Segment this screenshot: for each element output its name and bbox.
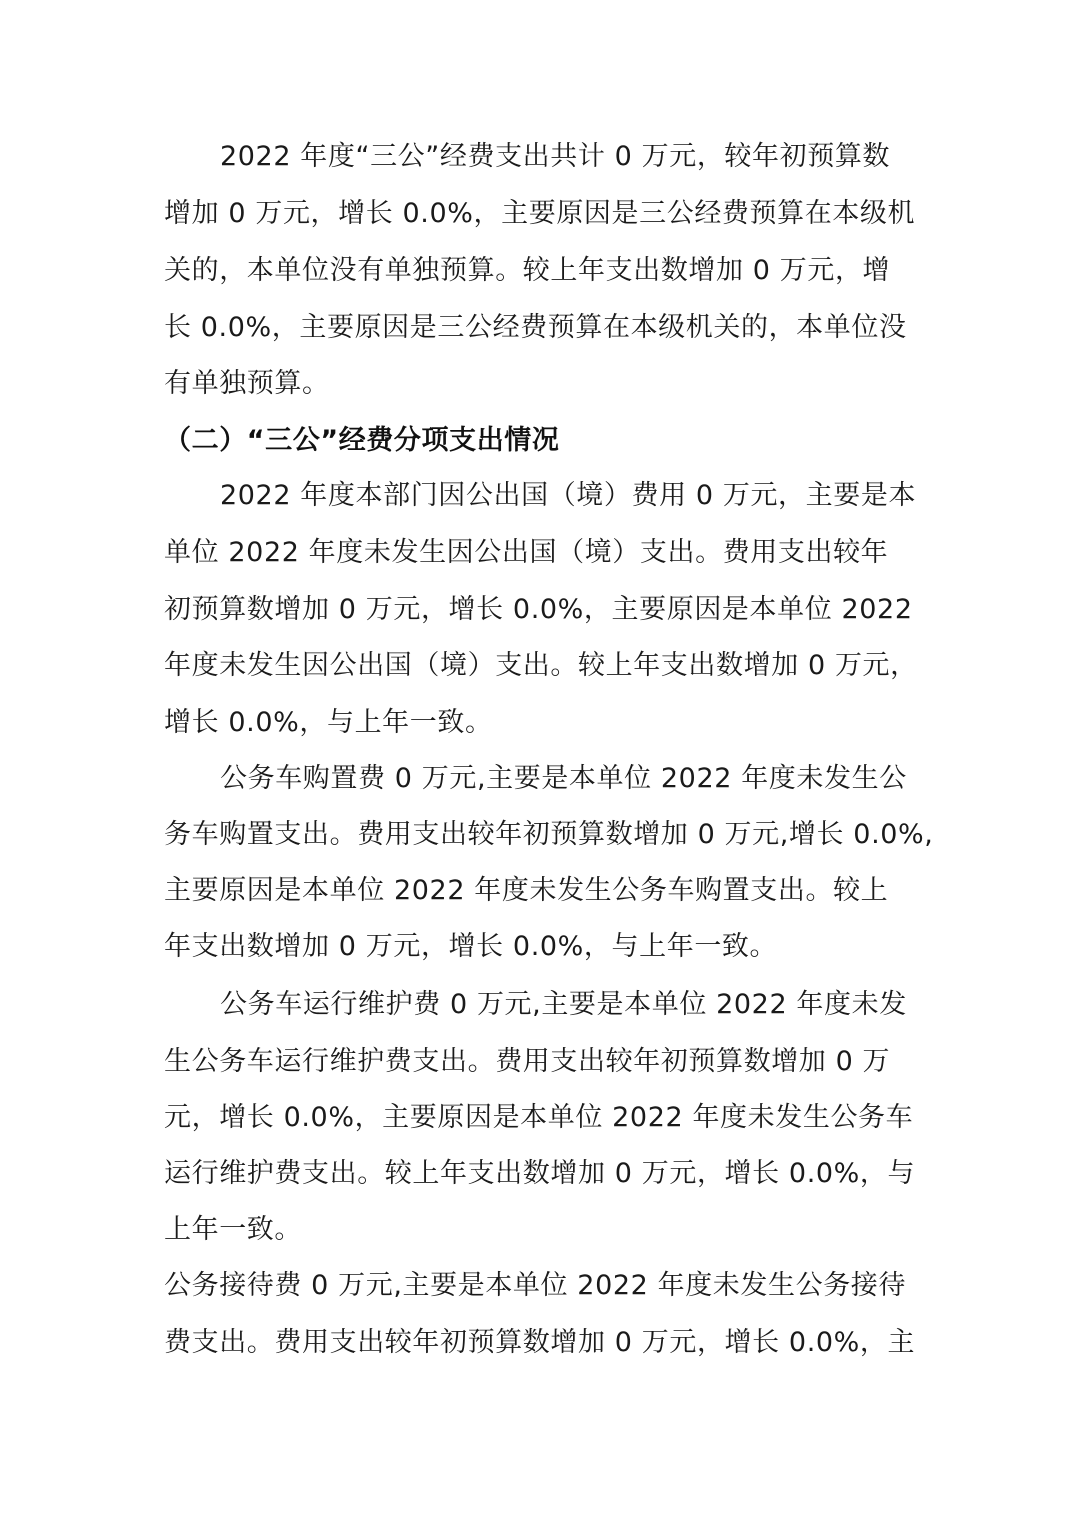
section-heading: （二）“三公”经费分项支出情况: [164, 425, 560, 456]
paragraph-3-line-3: 主要原因是本单位 2022 年度未发生公务车购置支出。较上: [164, 875, 889, 906]
paragraph-2-line-1: 2022 年度本部门因公出国（境）费用 0 万元，主要是本: [220, 480, 917, 511]
paragraph-2-line-5: 增长 0.0%，与上年一致。: [164, 707, 493, 738]
paragraph-1-line-2: 增加 0 万元，增长 0.0%，主要原因是三公经费预算在本级机: [164, 198, 916, 229]
paragraph-2-line-2: 单位 2022 年度未发生因公出国（境）支出。费用支出较年: [164, 537, 889, 568]
paragraph-4-line-3: 元，增长 0.0%，主要原因是本单位 2022 年度未发生公务车: [164, 1102, 914, 1133]
paragraph-4-line-2: 生公务车运行维护费支出。费用支出较年初预算数增加 0 万: [164, 1046, 891, 1077]
paragraph-5-line-2: 费支出。费用支出较年初预算数增加 0 万元，增长 0.0%，主: [164, 1327, 916, 1358]
paragraph-1-line-4: 长 0.0%，主要原因是三公经费预算在本级机关的，本单位没: [164, 312, 907, 343]
paragraph-3-line-2: 务车购置支出。费用支出较年初预算数增加 0 万元,增长 0.0%,: [164, 819, 934, 850]
paragraph-1-line-3: 关的，本单位没有单独预算。较上年支出数增加 0 万元，增: [164, 255, 891, 286]
paragraph-4-line-4: 运行维护费支出。较上年支出数增加 0 万元，增长 0.0%，与: [164, 1158, 916, 1189]
paragraph-1-line-1: 2022 年度“三公”经费支出共计 0 万元，较年初预算数: [220, 141, 891, 172]
paragraph-2-line-3: 初预算数增加 0 万元，增长 0.0%，主要原因是本单位 2022: [164, 594, 913, 625]
paragraph-4-line-1: 公务车运行维护费 0 万元,主要是本单位 2022 年度未发: [220, 989, 907, 1020]
paragraph-3-line-4: 年支出数增加 0 万元，增长 0.0%，与上年一致。: [164, 931, 778, 962]
paragraph-2-line-4: 年度未发生因公出国（境）支出。较上年支出数增加 0 万元，: [164, 650, 918, 681]
paragraph-1-line-5: 有单独预算。: [164, 368, 330, 399]
paragraph-3-line-1: 公务车购置费 0 万元,主要是本单位 2022 年度未发生公: [220, 763, 907, 794]
paragraph-5-line-1: 公务接待费 0 万元,主要是本单位 2022 年度未发生公务接待: [164, 1270, 907, 1301]
paragraph-4-line-5: 上年一致。: [164, 1214, 302, 1245]
